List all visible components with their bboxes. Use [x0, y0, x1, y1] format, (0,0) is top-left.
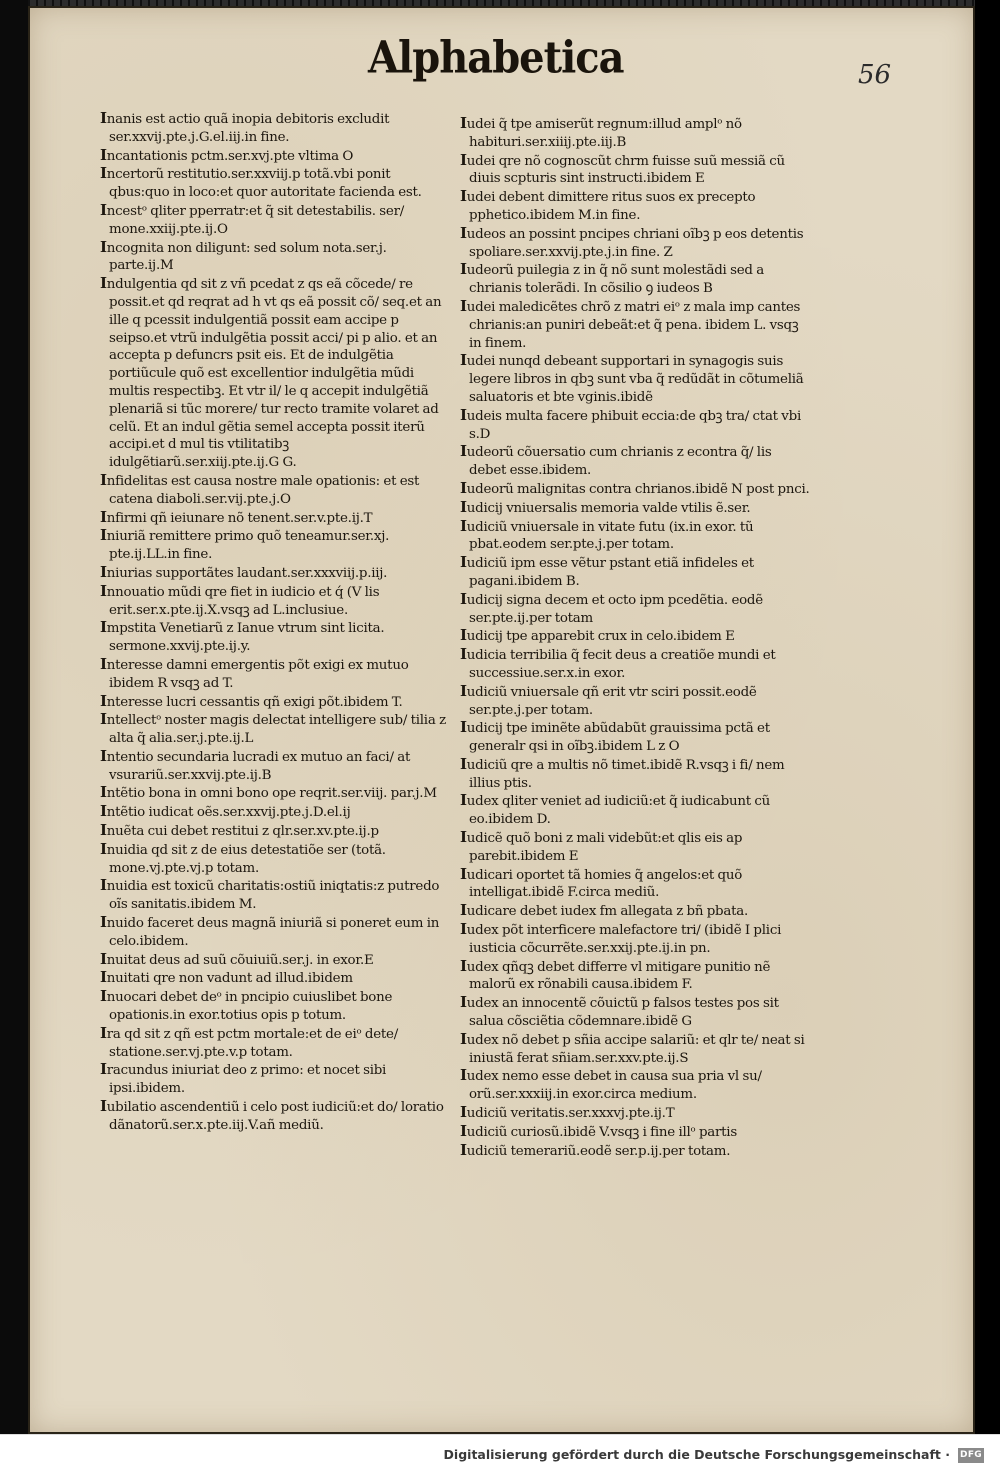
index-entry: Iudicij vniuersalis memoria valde vtilis ẽ.ser. — [460, 497, 751, 516]
index-entry: Impstita Venetiarũ z Ianue vtrum sint licita. sermone.xxvij.pte.ij.y. — [100, 618, 385, 655]
index-entry: Iudex nemo esse debet in causa sua pria vl su/ orũ.ser.xxxiij.in exor.circa medium. — [460, 1066, 762, 1103]
folio-number: 56 — [858, 60, 892, 90]
index-entry: Iudiciũ veritatis.ser.xxxvj.pte.ij.T — [460, 1103, 675, 1122]
index-entry: Incognita non diligunt: sed solum nota.ser.j. parte.ij.M — [100, 237, 387, 274]
index-entry: Inuidia qd sit z de eius detestatiõe ser (totã. mone.vj.pte.vj.p totam. — [100, 839, 386, 876]
index-entry: Iudei q̃ tpe amiserũt regnum:illud amplᵒ nõ habituri.ser.xiiij.pte.iij.B — [460, 114, 742, 150]
index-entry: Intellectᵒ noster magis delectat intelligere sub/ tilia z alta q̃ alia.ser.j.pte.ij.L — [100, 710, 446, 747]
right-column — [460, 115, 812, 1160]
index-entry: Iudiciũ qre a multis nõ timet.ibidẽ R.vsqꝫ i fi/ nem illius ptis. — [460, 754, 785, 791]
index-entry: Iudicẽ quõ boni z mali videbũt:et qlis eis ap parebit.ibidem E — [460, 828, 743, 864]
index-entry: Interesse damni emergentis põt exigi ex mutuo ibidem R vsqꝫ ad T. — [100, 654, 409, 691]
dfg-logo: DFG — [958, 1448, 984, 1463]
index-entry: Iudex qliter veniet ad iudiciũ:et q̃ iudicabunt cũ eo.ibidem D. — [460, 791, 770, 828]
index-entry: Inuocari debet deᵒ in pncipio cuiuslibet bone opationis.in exor.totius opis p totum. — [100, 987, 393, 1024]
index-entry: Iudex qñqꝫ debet differre vl mitigare punitio nẽ malorũ ex rõnabili causa.ibidem F. — [460, 956, 771, 993]
index-entry: Iudex põt interficere malefactore tri/ (ibidẽ I plici iusticia cõcurrẽte.ser.xxij.pte.ij.in pn. — [460, 920, 782, 956]
index-entry: Iracundus iniuriat deo z primo: et nocet sibi ipsi.ibidem. — [100, 1060, 387, 1097]
index-entry: Innouatio mũdi qre fiet in iudicio et q́ (V lis erit.ser.x.pte.ij.X.vsqꝫ ad L.inclusiue. — [100, 581, 380, 618]
index-entry: Iudicia terribilia q̃ fecit deus a creatiõe mundi et successiue.ser.x.in exor. — [460, 645, 776, 681]
index-entry: Iudicij tpe iminẽte abũdabũt grauissima pctã et generalr qsi in oĩbꝫ.ibidem L z O — [460, 718, 770, 755]
index-entry: Iniurias supportãtes laudant.ser.xxxviij.p.iij. — [100, 562, 388, 581]
index-entry: Incantationis pctm.ser.xvj.pte vltima O — [100, 145, 354, 164]
index-entry: Iudei maledicẽtes chrõ z matri eiᵒ z mala imp cantes chrianis:an puniri debeãt:et q̃ pena. ibidem L. vsqꝫ in finem. — [460, 296, 801, 351]
index-entry: Iudicij signa decem et octo ipm pcedẽtia. eodẽ ser.pte.ij.per totam — [460, 589, 763, 626]
index-entry: Iudicari oportet tã homies q̃ angelos:et quõ intelligat.ibidẽ F.circa mediũ. — [460, 864, 743, 901]
index-entry: Iudeis multa facere phibuit eccia:de qbꝫ tra/ ctat vbi s.D — [460, 405, 801, 442]
index-entry: Iudei qre nõ cognoscũt chrm fuisse suũ messiã cũ diuis scpturis sint instructi.ibidem E — [460, 150, 785, 187]
index-entry: Iudiciũ temerariũ.eodẽ ser.p.ij.per totam. — [460, 1140, 731, 1159]
index-entry: Interesse lucri cessantis qñ exigi põt.ibidem T. — [100, 691, 403, 710]
index-entry: Iudeos an possint pncipes chriani oĩbꝫ p eos detentis spoliare.ser.xxvij.pte.j.in fine. Z — [460, 223, 804, 260]
index-entry: Iudiciũ curiosũ.ibidẽ V.vsqꝫ i fine illᵒ partis — [460, 1121, 737, 1140]
index-entry: Iudiciũ ipm esse vẽtur pstant etiã infideles et pagani.ibidem B. — [460, 553, 754, 589]
index-entry: Infirmi qñ ieiunare nõ tenent.ser.v.pte.ij.T — [100, 507, 373, 526]
index-entry: Intẽtio iudicat oẽs.ser.xxvij.pte.j.D.el.ij — [100, 802, 351, 821]
index-entry: Inuitat deus ad suũ cõuiuiũ.ser.j. in exor.E — [100, 949, 374, 968]
index-entry: Incestᵒ qliter pperratr:et q̃ sit detestabilis. ser/ mone.xxiij.pte.ij.O — [100, 200, 404, 237]
index-entry: Ira qd sit z qñ est pctm mortale:et de eiᵒ dete/ statione.ser.vj.pte.v.p totam. — [100, 1023, 398, 1060]
index-entry: Iudiciũ vniuersale in vitate futu (ix.in exor. tũ pbat.eodem ser.pte.j.per totam. — [460, 516, 754, 553]
digitization-credit: Digitalisierung gefördert durch die Deutsche Forschungsgemeinschaft · — [443, 1447, 950, 1462]
index-entry: Iniuriã remittere primo quõ teneamur.ser.xj. pte.ij.LL.in fine. — [100, 526, 390, 563]
index-entry: Inuidia est toxicũ charitatis:ostiũ iniqtatis:z putredo oĩs sanitatis.ibidem M. — [100, 876, 440, 913]
index-entry: Iudex nõ debet p sñia accipe salariũ: et qlr te/ neat si iniustã ferat sñiam.ser.xxv.pte.ij.S — [460, 1029, 805, 1066]
index-entry: Indulgentia qd sit z vñ pcedat z qs eã cõcede/ re possit.et qd reqrat ad h vt qs eã possit cõ/ seq.et an ille q pcessit indulgentiã possit eam accipe p seipso.et vtrũ indulgẽtia possit acci/ pi p alio. et an accepta p defuncrs psit eis. Et de indulgẽtia portiũcule quõ est excellentior indulgẽtia mũdi multis respectibꝫ. Et vtr il/ le q accepit indulgẽtiã plenariã si tũc morere/ tur recto tramite volaret ad celũ. Et an indul gẽtia semel accepta possit iterũ accipi.et d mul tis vtilitatibꝫ idulgẽtiarũ.ser.xiij.pte.ij.G G. — [100, 274, 442, 471]
index-entry: Iudeorũ puilegia z in q̃ nõ sunt molestãdi sed a chrianis tolerãdi. In cõsilio ꝯ iudeos B — [460, 260, 764, 297]
index-entry: Inuẽta cui debet restitui z qlr.ser.xv.pte.ij.p — [100, 821, 379, 840]
index-entry: Iubilatio ascendentiũ i celo post iudiciũ:et do/ loratio dãnatorũ.ser.x.pte.iij.V.añ mediũ. — [100, 1097, 444, 1133]
index-entry: Iudei nunqd debeant supportari in synagogis suis legere libros in qbꝫ sunt vba q̃ redũdãt in cõtumeliã saluatoris et bte vginis.ibidẽ — [460, 351, 804, 405]
index-entry: Iudeorũ malignitas contra chrianos.ibidẽ N post pnci. — [460, 478, 810, 497]
index-entry: Inuido faceret deus magnã iniuriã si poneret eum in celo.ibidem. — [100, 913, 440, 949]
index-entry: Iudicij tpe apparebit crux in celo.ibidem E — [460, 626, 735, 645]
index-entry: Iudeorũ cõuersatio cum chrianis z econtra q̃/ lis debet esse.ibidem. — [460, 442, 772, 479]
index-entry: Iudiciũ vniuersale qñ erit vtr sciri possit.eodẽ ser.pte.j.per totam. — [460, 681, 757, 718]
index-entry: Intẽtio bona in omni bono ope reqrit.ser.viij. par.j.M — [100, 783, 437, 802]
index-entry: Inuitati qre non vadunt ad illud.ibidem — [100, 968, 353, 987]
index-entry: Iudicare debet iudex fm allegata z bñ pbata. — [460, 901, 748, 920]
index-entry: Iudei debent dimittere ritus suos ex precepto pphetico.ibidem M.in fine. — [460, 187, 756, 223]
index-entry: Incertorũ restitutio.ser.xxviij.p totã.vbi ponit qbus:quo in loco:et quor autoritate facienda est. — [100, 164, 422, 201]
index-entry: Iudex an innocentẽ cõuictũ p falsos testes pos sit salua cõsciẽtia cõdemnare.ibidẽ G — [460, 993, 779, 1030]
index-entry: Inanis est actio quã inopia debitoris excludit ser.xxvij.pte.j.G.el.iij.in fine. — [100, 109, 390, 145]
index-entry: Infidelitas est causa nostre male opationis: et est catena diaboli.ser.vij.pte.j.O — [100, 470, 420, 507]
page-heading: Alphabetica — [368, 31, 624, 84]
scan-left-edge — [0, 0, 28, 1434]
index-entry: Intentio secundaria lucradi ex mutuo an faci/ at vsurariũ.ser.xxvij.pte.ij.B — [100, 746, 411, 783]
footer-bar — [0, 1434, 1000, 1475]
left-column — [100, 110, 446, 1135]
